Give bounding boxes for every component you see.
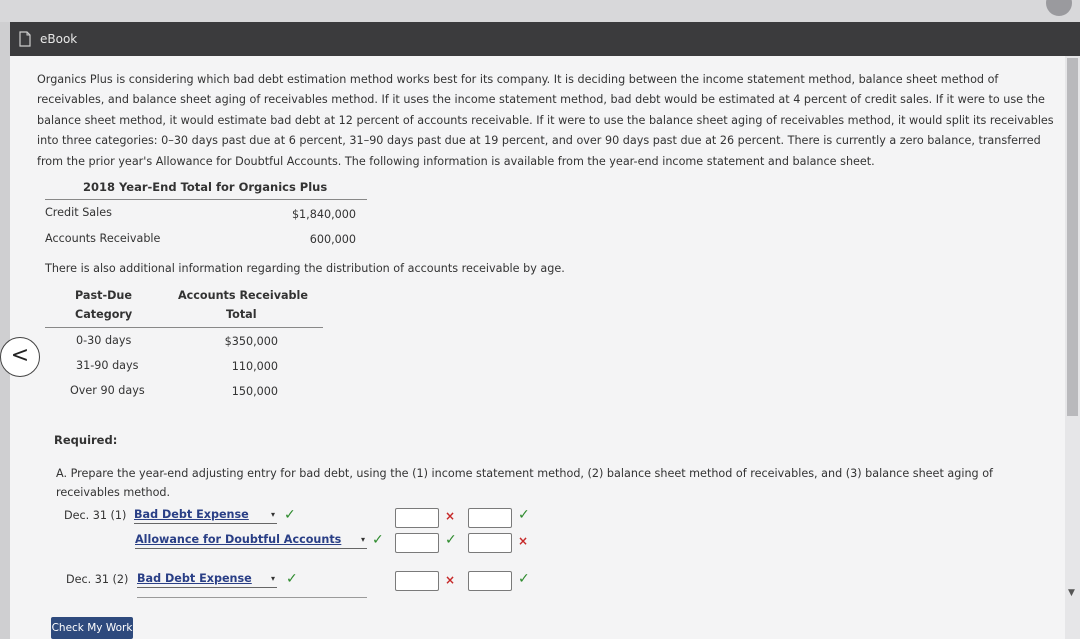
- past-due-header-line2: Category: [75, 308, 133, 321]
- required-part-a: A. Prepare the year-end adjusting entry for bad debt, using the (1) income statement method, (2) balance sheet method of receivables, and (3) balance sheet aging of receivables method.: [56, 467, 993, 499]
- entry2-account-value: Allowance for Doubtful Accounts: [135, 533, 342, 546]
- accounts-receivable-value: 600,000: [309, 233, 356, 246]
- check-my-work-button[interactable]: Check My Work: [51, 617, 133, 639]
- entry1-debit-input[interactable]: [395, 508, 439, 528]
- credit-sales-value: $1,840,000: [291, 208, 356, 221]
- entry3-date: Dec. 31 (2): [66, 573, 129, 586]
- dropdown-caret-icon: ▾: [270, 510, 275, 519]
- aging-category-31-90: 31-90 days: [76, 359, 139, 372]
- dropdown-caret-icon: ▾: [360, 535, 365, 544]
- aging-total-31-90: 110,000: [231, 360, 278, 373]
- scrollbar[interactable]: [1065, 56, 1080, 639]
- dropdown-caret-icon: ▾: [270, 574, 275, 583]
- entry1-credit-input[interactable]: [468, 508, 512, 528]
- aging-category-over-90: Over 90 days: [70, 384, 145, 397]
- entry3-credit-input[interactable]: [468, 571, 512, 591]
- entry3-debit-cross-icon: ×: [445, 573, 456, 587]
- scroll-down-arrow-icon[interactable]: ▼: [1068, 588, 1075, 598]
- entry3-credit-check-icon: ✓: [518, 571, 530, 587]
- accounts-receivable-label: Accounts Receivable: [45, 232, 161, 245]
- entry2-credit-cross-icon: ×: [518, 534, 529, 548]
- entry3-debit-input[interactable]: [395, 571, 439, 591]
- entry1-debit-cross-icon: ×: [445, 509, 456, 523]
- table-divider: [45, 199, 367, 200]
- entry1-account-value: Bad Debt Expense: [134, 508, 249, 521]
- ebook-icon: [18, 31, 32, 47]
- entry2-credit-input[interactable]: [468, 533, 512, 553]
- ebook-label: eBook: [40, 32, 78, 46]
- aging-category-0-30: 0-30 days: [76, 334, 132, 347]
- entry1-account-select[interactable]: [134, 508, 277, 524]
- additional-info-text: There is also additional information regarding the distribution of accounts receivable by age.: [45, 262, 565, 275]
- scrollbar-thumb[interactable]: [1067, 58, 1078, 416]
- next-row-underline: [137, 597, 367, 598]
- entry2-debit-input[interactable]: [395, 533, 439, 553]
- aging-table-divider: [45, 327, 323, 328]
- entry2-account-select[interactable]: [135, 533, 367, 549]
- entry2-account-check-icon: ✓: [372, 532, 384, 548]
- entry3-account-select[interactable]: [137, 572, 277, 588]
- entry2-debit-check-icon: ✓: [445, 532, 457, 548]
- past-due-header-line1: Past-Due: [75, 289, 132, 302]
- aging-total-over-90: 150,000: [231, 385, 278, 398]
- question-panel: [10, 56, 1065, 639]
- entry1-account-check-icon: ✓: [284, 507, 296, 523]
- entry3-account-value: Bad Debt Expense: [137, 572, 252, 585]
- year-end-table-title: 2018 Year-End Total for Organics Plus: [83, 180, 328, 194]
- problem-text: Organics Plus is considering which bad debt estimation method works best for its company. It is deciding between the income statement method, balance sheet method of receivables, and balance sheet aging of receivables method. If it uses the income statement method, bad debt would be estimated at 4 percent of credit sales. If it were to use the balance sheet method, it would estimate bad debt at 12 percent of accounts receivable. If it were to use the balance sheet aging of receivables method, it would split its receivables into three categories: 0–30 days past due at 6 percent, 31–90 days past due at 19 percent, and over 90 days past due at 26 percent. There is currently a zero balance, transferred from the prior year's Allowance for Doubtful Accounts. The following information is available from the year-end income statement and balance sheet.: [37, 73, 1054, 168]
- ar-total-header-line2: Total: [226, 308, 257, 321]
- required-heading: Required:: [54, 433, 118, 447]
- previous-page-button[interactable]: [0, 337, 40, 377]
- window-top-strip: [0, 0, 1080, 22]
- credit-sales-label: Credit Sales: [45, 206, 112, 219]
- entry1-credit-check-icon: ✓: [518, 507, 530, 523]
- ar-total-header-line1: Accounts Receivable: [178, 289, 308, 302]
- entry1-date: Dec. 31 (1): [64, 509, 127, 522]
- ebook-header-bar[interactable]: [10, 22, 1080, 56]
- aging-total-0-30: $350,000: [224, 335, 278, 348]
- chevron-left-icon: <: [10, 343, 30, 368]
- entry3-account-check-icon: ✓: [286, 571, 298, 587]
